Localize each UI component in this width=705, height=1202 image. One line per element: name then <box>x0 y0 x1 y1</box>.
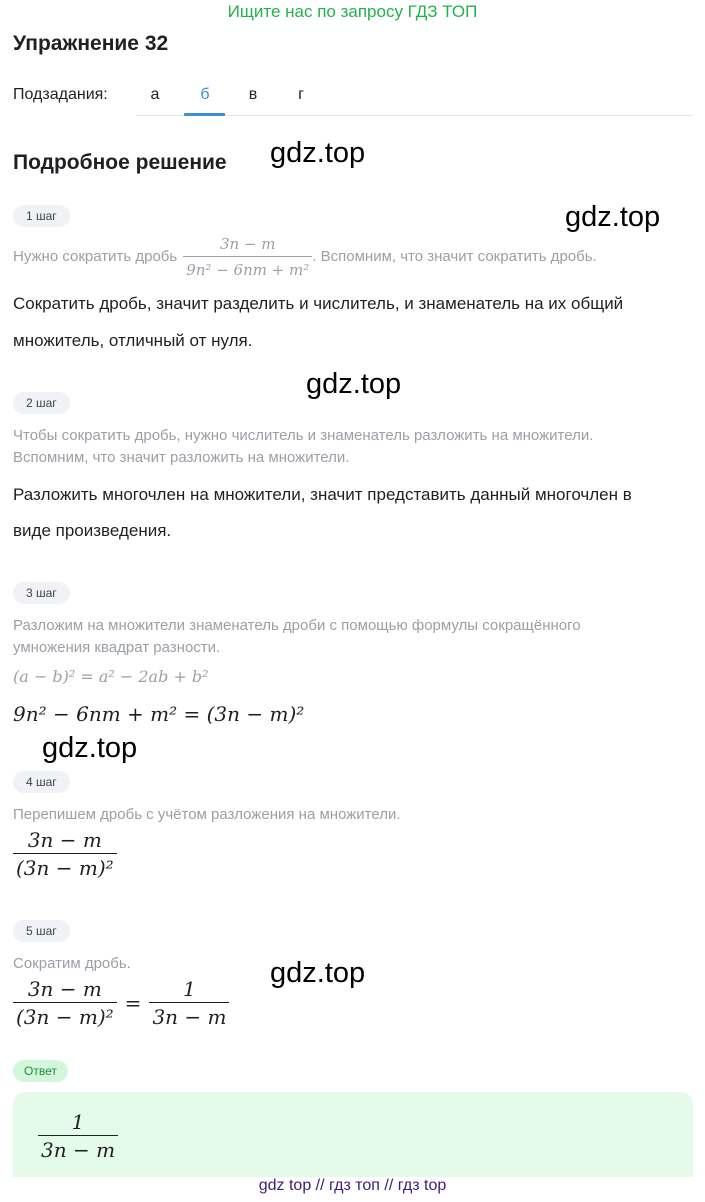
watermark: gdz.top <box>270 137 366 169</box>
footer-link[interactable]: гдз top <box>397 1177 447 1194</box>
solution-heading: Подробное решение <box>13 151 227 174</box>
fraction-numerator: 1 <box>183 977 196 1001</box>
step-badge-3: 3 шаг <box>13 582 70 604</box>
answer-fraction <box>38 1110 118 1162</box>
search-banner: Ищите нас по запросу ГДЗ ТОП <box>227 2 478 21</box>
tab-g[interactable]: г <box>298 86 304 103</box>
footer-link[interactable]: гдз топ <box>329 1177 380 1194</box>
step-badge-2: 2 шаг <box>13 392 70 414</box>
active-tab-indicator <box>184 113 225 116</box>
equals-sign: = <box>124 991 142 1015</box>
step-2-note-line: Чтобы сократить дробь, нужно числитель и знаменатель разложить на множители. <box>13 427 594 444</box>
step-2-text-line: виде произведения. <box>13 521 172 540</box>
step-4-fraction <box>13 828 117 880</box>
step-1-note <box>13 233 703 281</box>
tab-b[interactable]: б <box>200 86 210 103</box>
footer-link[interactable]: gdz top <box>258 1177 312 1194</box>
fraction-numerator: 1 <box>71 1110 85 1134</box>
step-badge-1: 1 шаг <box>13 205 70 227</box>
step-5-equation <box>13 977 229 1029</box>
footer-separator: // <box>315 1177 325 1194</box>
fraction-denominator: 3n − m <box>149 1002 229 1029</box>
fraction-numerator: 3n − m <box>219 235 276 253</box>
step-1-note-text: Нужно сократить дробь <box>13 248 178 265</box>
fraction-denominator: 9n² − 6nm + m² <box>183 256 312 281</box>
step-1-text-line: множитель, отличный от нуля. <box>13 331 253 350</box>
rhs-fraction <box>149 977 229 1029</box>
watermark: gdz.top <box>270 957 366 989</box>
tab-a[interactable]: а <box>150 86 160 103</box>
fraction-numerator: 3n − m <box>27 977 102 1001</box>
fraction-denominator: (3n − m)² <box>13 1002 117 1029</box>
fraction-denominator: 3n − m <box>38 1135 118 1162</box>
answer-badge: Ответ <box>13 1060 68 1082</box>
tab-v[interactable]: в <box>248 86 258 103</box>
step-3-equation: 9n² − 6nm + m² = (3n − m)² <box>13 702 305 726</box>
lhs-fraction <box>13 977 117 1029</box>
footer-links <box>0 1177 705 1195</box>
watermark: gdz.top <box>306 368 402 400</box>
fraction-numerator: 3n − m <box>27 828 102 852</box>
footer-separator: // <box>384 1177 394 1194</box>
page-title: Упражнение 32 <box>13 32 169 55</box>
step-5-note: Сократим дробь. <box>13 955 131 972</box>
step-4-note: Перепишем дробь с учётом разложения на множители. <box>13 806 401 823</box>
step-3-note-line: Разложим на множители знаменатель дроби с помощью формулы сокращённого <box>13 617 581 634</box>
step-badge-4: 4 шаг <box>13 771 70 793</box>
watermark: gdz.top <box>42 732 138 764</box>
step-3-formula: (a − b)² = a² − 2ab + b² <box>13 667 209 686</box>
step-badge-5: 5 шаг <box>13 920 70 942</box>
step-1-note-text-after: . Вспомним, что значит сократить дробь. <box>312 248 597 265</box>
fraction-denominator: (3n − m)² <box>13 853 117 880</box>
step-1-text-line: Сократить дробь, значит разделить и числитель, и знаменатель на их общий <box>13 294 624 313</box>
step-2-note-line: Вспомним, что значит разложить на множители. <box>13 449 350 466</box>
step-2-text-line: Разложить многочлен на множители, значит представить данный многочлен в <box>13 485 632 504</box>
step-1-fraction <box>183 233 312 281</box>
subtasks-label: Подзадания: <box>13 86 108 103</box>
watermark: gdz.top <box>565 201 661 233</box>
step-3-note-line: умножения квадрат разности. <box>13 639 221 656</box>
